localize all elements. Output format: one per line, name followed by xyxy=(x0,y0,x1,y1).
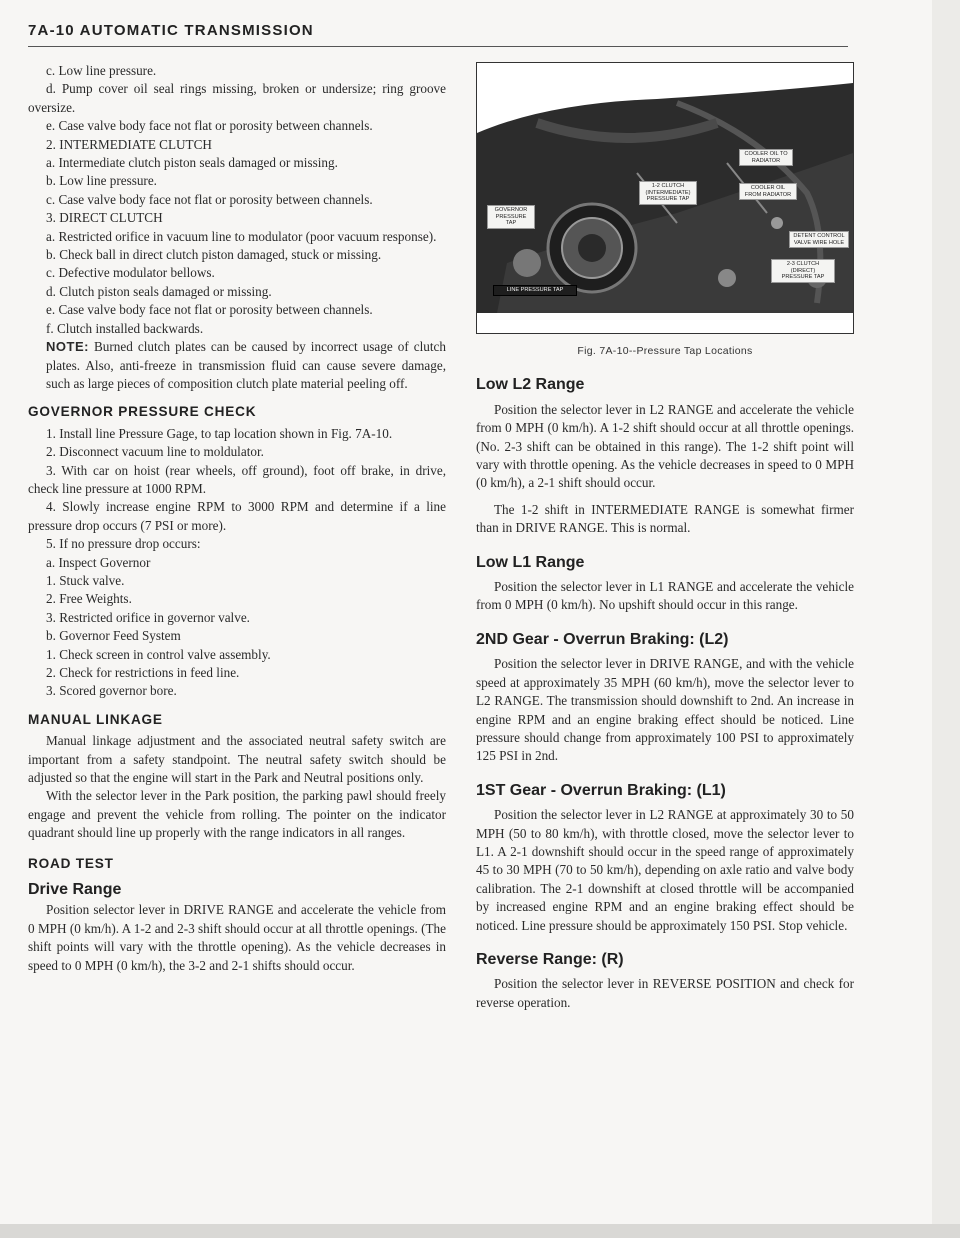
page-header: 7A-10 AUTOMATIC TRANSMISSION xyxy=(28,22,314,39)
body-text: With the selector lever in the Park position, the parking pawl should freely engage and prevent the vehicle from rolling. The pointer on the indicator quadrant should line up properly with the range indicators in all ranges. xyxy=(28,788,446,841)
page-edge-bottom xyxy=(0,1224,960,1238)
body-text: 2. Disconnect vacuum line to moldulator. xyxy=(46,444,264,460)
figure-label-detent-hole: DETENT CONTROL VALVE WIRE HOLE xyxy=(789,231,849,248)
note-text: Burned clutch plates can be caused by incorrect usage of clutch plates. Also, anti-freeze in transmission fluid can cause severe damage, such as large pieces of composition clutch plate material peeling off. xyxy=(46,339,446,391)
figure-label-line-pressure-tap: LINE PRESSURE TAP xyxy=(493,285,577,296)
right-column xyxy=(476,62,854,1012)
heading-low-l1-range: Low L1 Range xyxy=(476,553,585,571)
body-text: c. Low line pressure. xyxy=(46,63,157,78)
body-text: 4. Slowly increase engine RPM to 3000 RPM and determine if a line pressure drop occurs (7 PSI or more). xyxy=(28,499,446,533)
header-rule xyxy=(28,46,848,47)
body-text: c. Defective modulator bellows. xyxy=(46,265,215,281)
body-text: Position the selector lever in DRIVE RANGE, and with the vehicle speed at approximately 35 MPH (60 km/h), move the selector lever to L2 RANGE. The transmission should downshift to 2nd. An increase in engine RPM and an engine braking effect should be noticed. Line pressure should change from approximately 100 PSI to approximately 125 PSI in 2nd. xyxy=(476,656,854,764)
heading-governor-pressure-check: GOVERNOR PRESSURE CHECK xyxy=(28,404,257,420)
body-text: Position the selector lever in REVERSE POSITION and check for reverse operation. xyxy=(476,976,854,1010)
body-text: a. Inspect Governor xyxy=(46,554,151,570)
body-text: Manual linkage adjustment and the associated neutral safety switch are important from a safety standpoint. The neutral safety switch should be adjusted so that the engine will start in the Park and Neutral positions only. xyxy=(28,733,446,786)
figure-label-1-2-clutch-tap: 1-2 CLUTCH (INTERMEDIATE) PRESSURE TAP xyxy=(639,181,697,205)
body-text: 1. Check screen in control valve assembly. xyxy=(46,646,271,662)
note-label: NOTE: xyxy=(46,339,89,355)
figure-caption: Fig. 7A-10--Pressure Tap Locations xyxy=(577,345,753,357)
body-text: 3. DIRECT CLUTCH xyxy=(46,210,163,226)
body-text: 1. Stuck valve. xyxy=(46,572,125,588)
heading-reverse-range: Reverse Range: (R) xyxy=(476,950,624,968)
body-text: Position the selector lever in L2 RANGE at approximately 30 to 50 MPH (50 to 80 km/h), with throttle closed, move the selector lever to L1. A 2-1 downshift should occur in the speed range of approximately 45 to 30 MPH (70 to 50 km/h), depending on axle ratio and valve body calibration. The 2-1 downshift at closed throttle will be accompanied by increased engine RPM and an engine braking effect should be noticed. Line pressure should be approximately 150 PSI. Stop vehicle. xyxy=(476,807,854,933)
page-edge-right xyxy=(932,0,960,1238)
heading-manual-linkage: MANUAL LINKAGE xyxy=(28,711,163,727)
body-text: a. Restricted orifice in vacuum line to modulator (poor vacuum response). xyxy=(46,228,437,244)
figure-label-cooler-to-radiator: COOLER OIL TO RADIATOR xyxy=(739,149,793,166)
heading-road-test: ROAD TEST xyxy=(28,855,114,871)
figure-label-cooler-from-radiator: COOLER OIL FROM RADIATOR xyxy=(739,183,797,200)
figure-label-2-3-clutch-tap: 2-3 CLUTCH (DIRECT) PRESSURE TAP xyxy=(771,259,835,283)
body-text: b. Check ball in direct clutch piston damaged, stuck or missing. xyxy=(46,247,382,263)
body-text: b. Low line pressure. xyxy=(46,173,157,189)
body-text: 1. Install line Pressure Gage, to tap location shown in Fig. 7A-10. xyxy=(46,425,393,441)
body-text: c. Case valve body face not flat or porosity between channels. xyxy=(46,191,373,207)
body-text: Position the selector lever in L2 RANGE and accelerate the vehicle from 0 MPH (0 km/h). A 1-2 shift should occur at all throttle openings. (No. 2-3 shift can be obtained in this range). The 1-2 shift point will vary with throttle opening. As the vehicle decreases in speed to 0 MPH (0 km/h), a 2-1 shift should occur. xyxy=(476,401,854,491)
body-text: a. Intermediate clutch piston seals damaged or missing. xyxy=(46,155,338,171)
body-text: 2. Check for restrictions in feed line. xyxy=(46,665,240,680)
heading-2nd-gear-overrun: 2ND Gear - Overrun Braking: (L2) xyxy=(476,630,729,648)
heading-drive-range: Drive Range xyxy=(28,881,122,899)
note-paragraph xyxy=(46,338,446,393)
body-text: 3. Scored governor bore. xyxy=(46,683,177,699)
body-text: d. Pump cover oil seal rings missing, broken or undersize; ring groove oversize. xyxy=(28,81,446,115)
figure-label-governor-tap: GOVERNOR PRESSURE TAP xyxy=(487,205,535,229)
body-text: Position selector lever in DRIVE RANGE and accelerate the vehicle from 0 MPH (0 km/h). A 1-2 and 2-3 shift should occur at all throttle openings. (The shift points will vary with the throttle opening). As the vehicle decreases in speed to 0 MPH (0 km/h), the 3-2 and 2-1 shifts should occur. xyxy=(28,902,446,973)
body-text: 5. If no pressure drop occurs: xyxy=(46,536,201,552)
body-text: The 1-2 shift in INTERMEDIATE RANGE is somewhat firmer than in DRIVE RANGE. This is normal. xyxy=(476,501,854,536)
body-text: 2. INTERMEDIATE CLUTCH xyxy=(46,136,212,152)
body-text: d. Clutch piston seals damaged or missing. xyxy=(46,283,272,299)
left-column xyxy=(28,62,446,975)
body-text: 3. Restricted orifice in governor valve. xyxy=(46,609,250,625)
body-text: e. Case valve body face not flat or porosity between channels. xyxy=(46,118,373,134)
figure-pressure-taps xyxy=(476,62,854,334)
heading-1st-gear-overrun: 1ST Gear - Overrun Braking: (L1) xyxy=(476,781,726,799)
body-text: 2. Free Weights. xyxy=(46,591,132,607)
body-text: 3. With car on hoist (rear wheels, off ground), foot off brake, in drive, check line pressure at 1000 RPM. xyxy=(28,462,446,496)
body-text: b. Governor Feed System xyxy=(46,628,181,644)
body-text: Position the selector lever in L1 RANGE and accelerate the vehicle from 0 MPH (0 km/h). No upshift should occur in this range. xyxy=(476,579,854,613)
heading-low-l2-range: Low L2 Range xyxy=(476,376,585,394)
body-text: f. Clutch installed backwards. xyxy=(46,320,204,336)
body-text: e. Case valve body face not flat or porosity between channels. xyxy=(46,302,373,318)
